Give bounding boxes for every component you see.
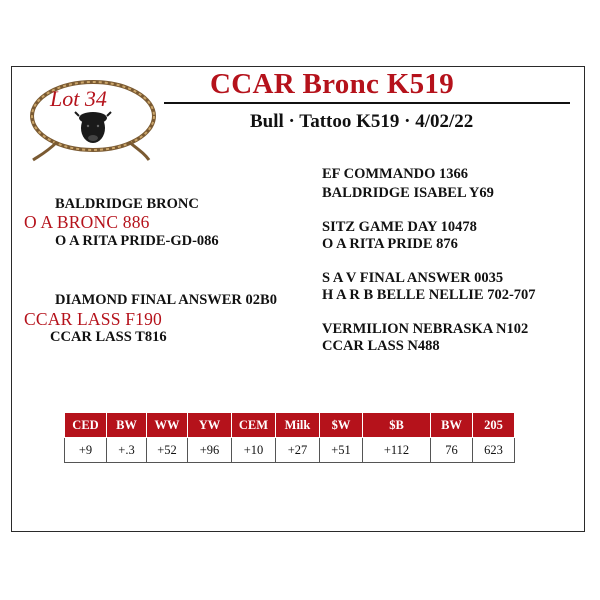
epd-value-actual-bw: 76	[431, 438, 473, 463]
dam-dam: CCAR LASS T816	[50, 329, 167, 345]
page-title: CCAR Bronc K519	[210, 68, 455, 100]
lot-number: Lot 34	[50, 86, 107, 111]
epd-header-ww: WW	[147, 413, 188, 438]
epd-header-dollar-w: $W	[320, 413, 363, 438]
sire-sire: BALDRIDGE BRONC	[55, 196, 199, 212]
epd-value-row	[65, 438, 515, 463]
sire-dam: O A RITA PRIDE-GD-086	[55, 233, 219, 249]
epd-value-milk: +27	[276, 438, 320, 463]
ancestor-6: H A R B BELLE NELLIE 702-707	[322, 287, 536, 303]
epd-value-cem: +10	[232, 438, 276, 463]
epd-value-ww: +52	[147, 438, 188, 463]
ancestor-1: EF COMMANDO 1366	[322, 166, 469, 182]
epd-value-ced: +9	[65, 438, 107, 463]
epd-value-yw: +96	[188, 438, 232, 463]
epd-header-bw: BW	[107, 413, 147, 438]
epd-table	[64, 412, 515, 463]
epd-value-dollar-w: +51	[320, 438, 363, 463]
epd-header-205: 205	[473, 413, 515, 438]
sire: O A BRONC 886	[24, 212, 150, 232]
epd-header-yw: YW	[188, 413, 232, 438]
dam-sire: DIAMOND FINAL ANSWER 02B0	[55, 292, 277, 308]
ancestor-7: VERMILION NEBRASKA N102	[322, 321, 529, 337]
epd-value-bw: +.3	[107, 438, 147, 463]
epd-header-cem: CEM	[232, 413, 276, 438]
ancestor-5: S A V FINAL ANSWER 0035	[322, 270, 504, 286]
epd-value-205: 623	[473, 438, 515, 463]
epd-header-row	[65, 413, 515, 438]
epd-value-dollar-b: +112	[363, 438, 431, 463]
ancestor-4: O A RITA PRIDE 876	[322, 236, 458, 252]
ancestor-3: SITZ GAME DAY 10478	[322, 219, 477, 235]
epd-header-actual-bw: BW	[431, 413, 473, 438]
epd-header-milk: Milk	[276, 413, 320, 438]
title-divider	[164, 102, 570, 104]
epd-header-ced: CED	[65, 413, 107, 438]
epd-header-dollar-b: $B	[363, 413, 431, 438]
dam: CCAR LASS F190	[24, 309, 162, 329]
bull-icon	[75, 112, 111, 143]
animal-subtitle: Bull · Tattoo K519 · 4/02/22	[250, 111, 474, 132]
ancestor-2: BALDRIDGE ISABEL Y69	[322, 185, 494, 201]
ancestor-8: CCAR LASS N488	[322, 338, 440, 354]
